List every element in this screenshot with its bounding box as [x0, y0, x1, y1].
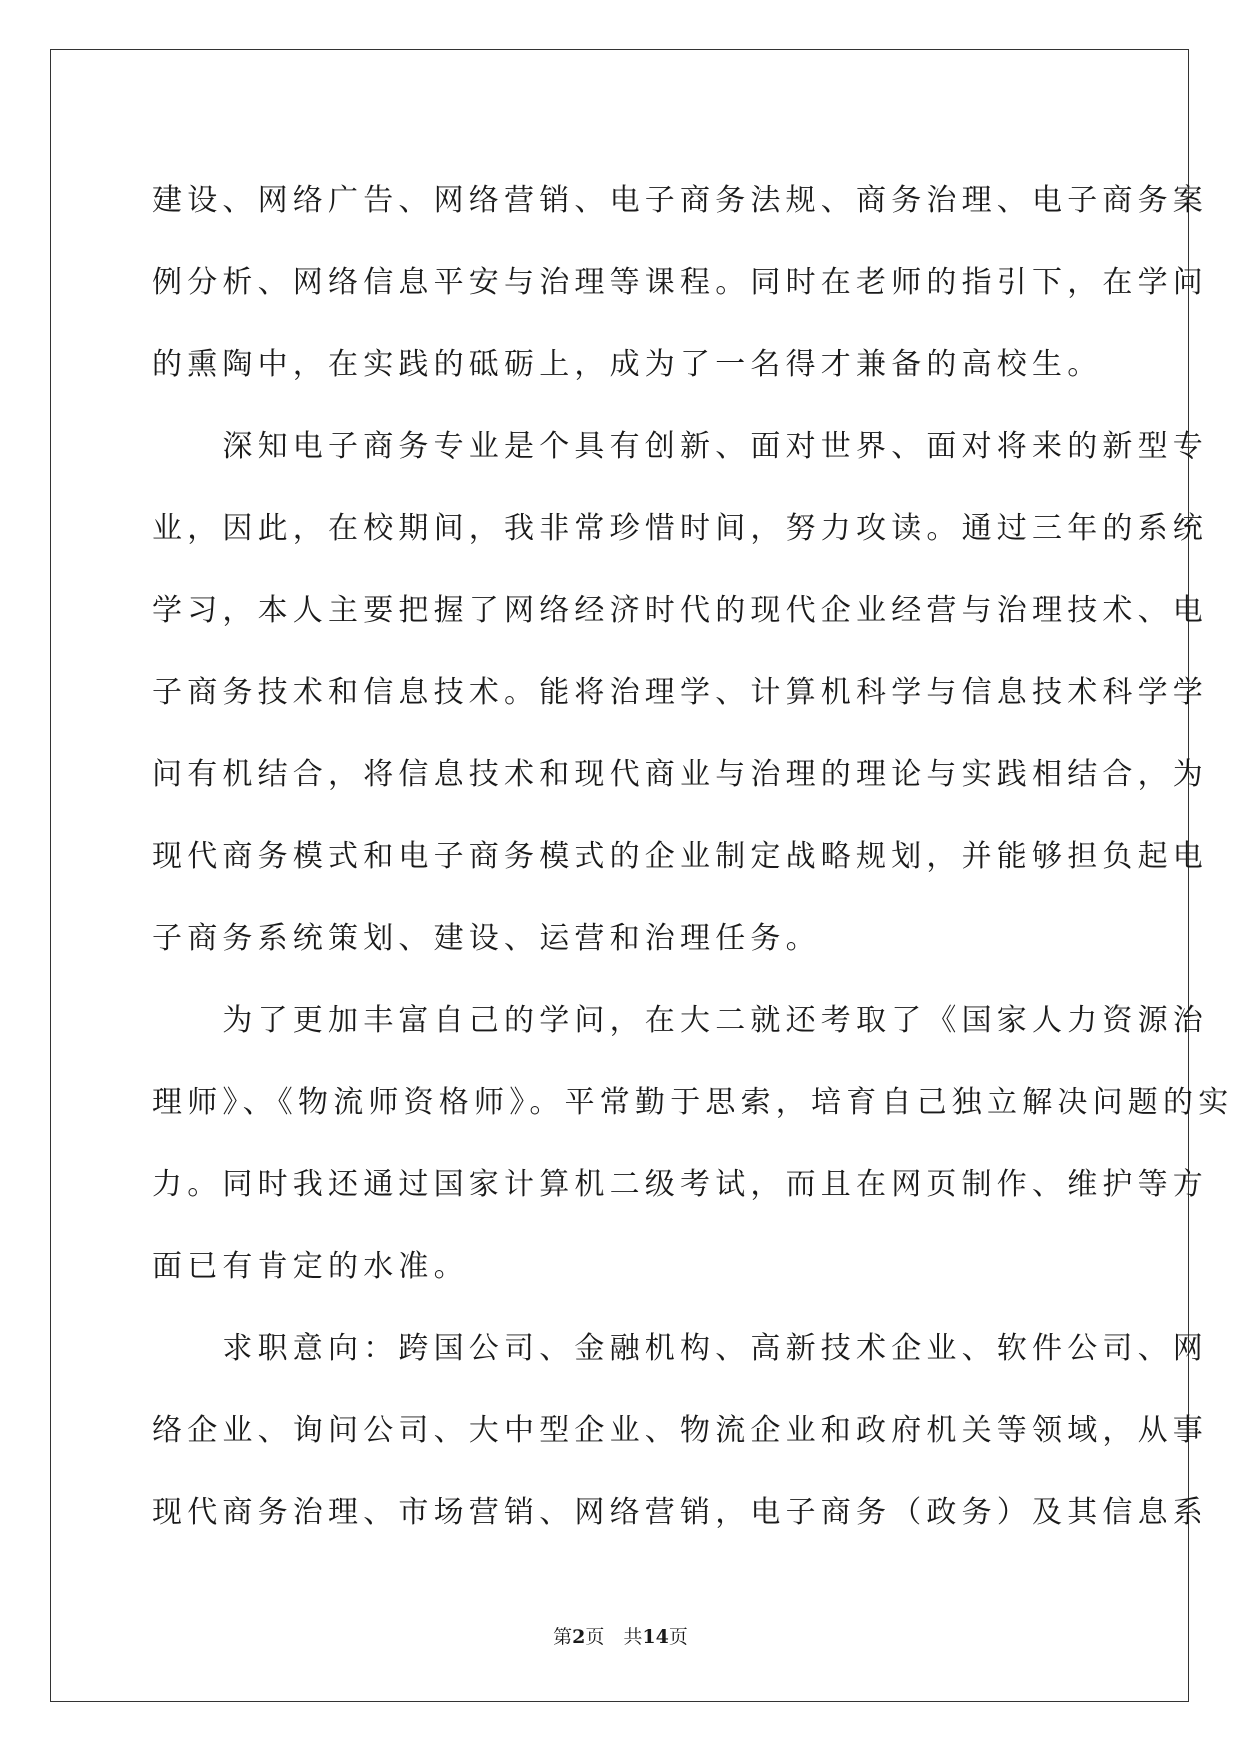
- body-line: 为了更加丰富自己的学问，在大二就还考取了《国家人力资源治: [152, 1003, 1208, 1038]
- body-line: 问有机结合，将信息技术和现代商业与治理的理论与实践相结合，为: [152, 757, 1208, 792]
- body-line: 业，因此，在校期间，我非常珍惜时间，努力攻读。通过三年的系统: [152, 511, 1208, 546]
- body-line: 子商务技术和信息技术。能将治理学、计算机科学与信息技术科学学: [152, 675, 1208, 710]
- body-line: 力。同时我还通过国家计算机二级考试，而且在网页制作、维护等方: [152, 1167, 1208, 1202]
- body-line: 建设、网络广告、网络营销、电子商务法规、商务治理、电子商务案: [152, 183, 1208, 218]
- footer-suffix: 页: [668, 1626, 688, 1648]
- body-line: 现代商务治理、市场营销、网络营销，电子商务（政务）及其信息系: [152, 1495, 1208, 1530]
- body-line: 求职意向：跨国公司、金融机构、高新技术企业、软件公司、网: [152, 1331, 1208, 1366]
- body-line: 深知电子商务专业是个具有创新、面对世界、面对将来的新型专: [152, 429, 1208, 464]
- body-line: 例分析、网络信息平安与治理等课程。同时在老师的指引下，在学问: [152, 265, 1208, 300]
- body-line: 学习，本人主要把握了网络经济时代的现代企业经营与治理技术、电: [152, 593, 1208, 628]
- total-pages-number: 14: [642, 1626, 669, 1648]
- page-footer: [0, 1622, 1241, 1649]
- document-body: [152, 160, 1234, 1554]
- body-line: 面已有肯定的水准。: [152, 1249, 469, 1284]
- body-line: 理师》、《物流师资格师》。平常勤于思索，培育自己独立解决问题的实: [152, 1085, 1234, 1120]
- body-line: 络企业、询问公司、大中型企业、物流企业和政府机关等领域，从事: [152, 1413, 1208, 1448]
- body-line: 子商务系统策划、建设、运营和治理任务。: [152, 921, 821, 956]
- current-page-number: 2: [572, 1626, 586, 1648]
- footer-prefix: 第: [553, 1626, 573, 1648]
- footer-middle: 页 共: [585, 1626, 643, 1648]
- body-line: 现代商务模式和电子商务模式的企业制定战略规划，并能够担负起电: [152, 839, 1208, 874]
- body-line: 的熏陶中，在实践的砥砺上，成为了一名得才兼备的高校生。: [152, 347, 1103, 382]
